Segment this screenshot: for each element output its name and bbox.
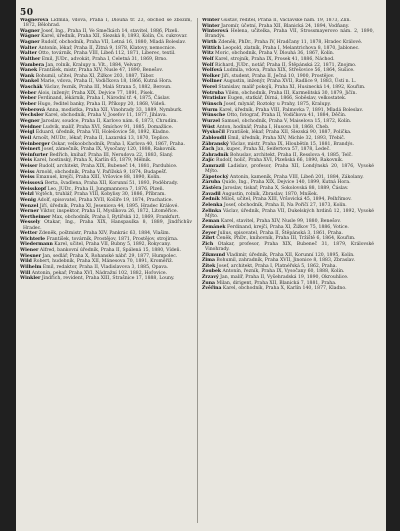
entry-name: Worel — [202, 85, 217, 91]
entry-text: Jiří, úředník, Praha XI, Jeseniova 44, 1895, Hradec Králové. — [39, 203, 179, 209]
entry-text: Jaroslav, tiskař, Praha X, Sokolovská 88, 1889, Čáslav. — [222, 186, 349, 192]
entry-text: Čeněk, PhDr., knihovník, Praha III, Tržiště 6, 1864, Kouřim. — [216, 236, 356, 242]
entry-name: Weinberger — [20, 141, 50, 147]
entry-name: Zajíc — [202, 158, 215, 164]
entry-name: Wolf — [202, 62, 214, 68]
entry-text: Bohumil, učitel, Praha XI, Žižkov 203, 1887, Tábor. — [35, 73, 155, 79]
directory-entry — [20, 220, 192, 230]
entry-text: Antonín, řezník, Praha IX, Vysočany 60, 1888, Kolín. — [222, 269, 345, 275]
directory-entry — [20, 187, 192, 192]
entry-text: Emil, JUDr., advokát, Praha I, Celetná 31, 1869, Brno. — [41, 56, 168, 62]
entry-text: Stanislav, malíř pokojů, Praha XI, Husinecká 14, 1892, Kouřim. — [218, 85, 366, 91]
directory-entry — [202, 79, 374, 84]
entry-text: Arnošt, MUDr., lékař, Praha II, Lazarská 13, 1870, Teplice. — [32, 135, 170, 141]
entry-name: Wolf — [202, 56, 214, 62]
directory-entry — [20, 113, 192, 118]
entry-name: Wittich — [202, 45, 221, 51]
directory-entry — [20, 259, 192, 264]
entry-text: Rudolf, architekt, Praha XIX, Bubeneč 14, 1881, Pardubice. — [38, 164, 178, 170]
entry-text: Emanuel, krejčí, Praha XIII, Vršovice 88, 1890, Kolín. — [36, 175, 161, 181]
entry-name: Zemánek — [202, 224, 226, 230]
directory-entry — [20, 142, 192, 147]
directory-entry — [20, 204, 192, 209]
entry-name: Wilhelm — [20, 265, 42, 270]
entry-name: Wessely — [20, 220, 41, 226]
directory-entry — [20, 119, 192, 124]
entry-text: Karel, stavitel, Praha XIV, Nusle 99, 1880, Benešov. — [220, 219, 341, 225]
entry-text: Antonín, lékař, Praha II, Žitná 9, 1878, Klatovy, nemocnice. — [38, 45, 177, 51]
entry-text: Otto, fotograf, Praha II, Vodičkova 41, 1884, Děčín. — [226, 113, 347, 119]
entry-name: Zábranský — [202, 141, 229, 147]
entry-name: Wyskočil — [202, 130, 225, 136]
directory-entry — [20, 254, 192, 259]
directory-entry — [202, 142, 374, 147]
entry-name: Zástěra — [202, 186, 222, 192]
directory-entry — [20, 34, 192, 39]
directory-entry — [202, 119, 374, 124]
directory-entry — [20, 40, 192, 45]
entry-name: Winter — [202, 18, 220, 23]
entry-text: Lidmila, vdova, Praha I, Dlouhá tř. 23, obchod se zbožím, 1872, Bělohrad. — [23, 18, 192, 29]
directory-entry — [20, 265, 192, 270]
entry-name: Wetter — [20, 231, 38, 237]
entry-text: Adolf, spisovatel, Praha XVII, Košíře 19, 1874, Prachatice. — [37, 197, 173, 203]
entry-name: Weiss — [20, 169, 35, 175]
directory-entry — [20, 231, 192, 236]
entry-text: Oskar, velkoobchodník, Praha I, Karlova 40, 1867, Praha. — [51, 141, 185, 147]
entry-text: Robert, hudebník, Praha XII, Mánesova 70, 1891, Kroměříž. — [33, 259, 174, 265]
directory-entry — [202, 242, 374, 252]
entry-text: Eugen, statkář, Dírná, 1866, Soběslav, velkostatek. — [227, 96, 347, 102]
entry-text: Karel, učitel, Praha VII, Bubny 5, 1892, Rokycany. — [54, 242, 171, 248]
entry-name: Wiener — [20, 248, 39, 254]
scan-border-left — [0, 0, 16, 531]
entry-name: Weiss — [20, 175, 35, 181]
directory-entry — [202, 51, 374, 56]
directory-entry — [20, 198, 192, 203]
page-number: 50 — [20, 8, 34, 18]
right-column — [202, 18, 374, 523]
entry-text: Anton, hodinář, Praha I, Husova 18, 1868, Cheb. — [216, 124, 330, 130]
entry-name: Zahradník — [202, 152, 229, 158]
entry-name: Wambera — [20, 62, 45, 68]
directory-entry — [202, 130, 374, 135]
entry-text: Jan, malíř, Praha II, Vyšehradská 19, 1890, Okrouhlice. — [220, 275, 349, 281]
entry-name: Wild — [20, 259, 32, 265]
directory-entry — [202, 57, 374, 62]
directory-entry — [20, 51, 192, 56]
directory-entry — [202, 136, 374, 141]
entry-name: Zach — [202, 147, 215, 153]
directory-entry — [20, 136, 192, 141]
entry-text: Josef, architekt, Praha I, Platnéřská 5, 1862, Praha. — [216, 263, 337, 269]
entry-name: Wratislav — [202, 96, 227, 102]
entry-text: Anna, modistka, Praha XII, Vinohrady 33, 1889, Nymburk. — [46, 107, 183, 113]
entry-name: Wertheimer — [20, 214, 51, 220]
directory-entry — [202, 113, 374, 118]
entry-text: Ferdinand, lékárník, Praha I, Národní tř. 4, 1875, Čáslav. — [37, 96, 171, 102]
directory-entry — [202, 68, 374, 73]
entry-name: Wenzel — [20, 203, 39, 209]
directory-entry — [20, 68, 192, 73]
entry-name: Weber — [20, 96, 37, 102]
entry-text: Bohuslav, architekt, Praha II, Resslova 4, 1885, Telč. — [230, 152, 353, 158]
entry-name: Wiedermann — [20, 242, 53, 248]
entry-text: Ludvík, malíř, Praha XVI, Smíchov 91, 1885, Domažlice. — [42, 124, 174, 130]
directory-entry — [202, 63, 374, 68]
entry-name: Wagnerová — [20, 18, 49, 23]
entry-name: Zelinka — [202, 208, 222, 214]
entry-text: Václav, řezník, Praha III, Malá Strana 5, 1882, Beroun. — [44, 85, 172, 91]
column-divider — [197, 18, 198, 523]
directory-entry — [20, 276, 192, 281]
entry-text: Vilém, obchodník, Praha III, Karmelitská 30, 1879, Jičín. — [225, 90, 357, 96]
entry-name: Wankel — [20, 79, 39, 85]
entry-text: Eduard, úředník, Praha VII, Holešovice 58, 1892, Kladno. — [35, 130, 170, 136]
entry-text: Antonín, kameník, Praha VIII, Libeň 201, 1884, Zákolany. — [229, 174, 364, 180]
entry-text: Leo, JUDr., Praha II, Jungmannova 7, 1876, Plzeň. — [47, 186, 165, 192]
entry-name: Zelenka — [202, 202, 223, 208]
entry-name: Wüst — [202, 124, 216, 130]
directory-entry — [202, 258, 374, 263]
entry-text: Josef, zámečník, Praha IX, Vysočany 120, 1888, Rakovník. — [41, 147, 177, 153]
directory-entry — [20, 209, 192, 214]
directory-entry — [202, 102, 374, 107]
entry-name: Wollner — [202, 79, 223, 85]
entry-name: Weinfurter — [20, 152, 48, 158]
entry-name: Weinert — [20, 147, 41, 153]
entry-text: Augustin, rolník, Zbraslav, 1870, Mníšek. — [222, 191, 319, 197]
entry-text: Vojtěch, truhlář, Praha VIII, Kobylisy 30, 1886, Příbram. — [35, 192, 166, 198]
entry-name: Wiesner — [20, 253, 42, 259]
directory-entry — [20, 85, 192, 90]
entry-text: Bedřich, knihař, Praha III, Nerudova 22, 1883, Slaný. — [49, 152, 174, 158]
entry-name: Wanek — [20, 68, 38, 74]
entry-name: Weidner — [20, 124, 42, 130]
entry-name: Wünsche — [202, 113, 226, 119]
entry-name: Zima — [202, 258, 215, 264]
entry-name: Zeyer — [202, 230, 217, 236]
entry-text: Ladislav, profesor, Praha XII, Londýnská 20, 1876, Vysoké Mýto. — [205, 164, 374, 175]
entry-text: Milan, dirigent, Praha XII, Blanická 7, 1881, Praha. — [216, 280, 337, 286]
entry-text: Leopold, zlatník, Praha I, Melantrichova 8, 1870, Jablonec. — [222, 45, 360, 51]
directory-entry — [202, 18, 374, 23]
directory-entry — [202, 46, 374, 51]
directory-entry — [20, 248, 192, 253]
entry-name: Walther — [20, 56, 41, 62]
entry-text: Otto, továrník, Praha VIII, Libeň 112, 1871, Liberec, textil. — [38, 51, 176, 57]
directory-entry — [202, 40, 374, 45]
directory-entry — [202, 108, 374, 113]
entry-name: Werner — [20, 209, 39, 215]
entry-text: Jan, rolník, Kralupy n. Vlt., 1884, Velvary. — [45, 62, 142, 68]
entry-text: Zdeněk, poštmistr, Praha XIV, Pankrác 63, 1884, Vlašim. — [38, 231, 171, 237]
entry-name: Wenig — [20, 197, 37, 203]
entry-text: Jiří, student, Praha II, Ječná 10, 1900, Prostějov. — [221, 73, 335, 79]
directory-entry — [202, 286, 374, 291]
directory-entry — [20, 102, 192, 107]
entry-text: Moric, obchodník, Praha V, Dlouhá 36, 1867, Kolín. — [215, 51, 335, 57]
entry-name: Záruba — [202, 180, 221, 186]
entry-text: Berta, švadlena, Praha XII, Korunní 51, 1893, Poděbrady. — [44, 180, 179, 186]
entry-text: Richard, JUDr., notář, Praha II, Štěpánská 22, 1871, Znojmo. — [215, 62, 357, 68]
directory-entry — [202, 219, 374, 224]
entry-name: Zich — [202, 241, 214, 247]
directory-entry — [202, 203, 374, 208]
directory-entry — [20, 125, 192, 130]
entry-text: Josef, Ing., Praha II, Ve Smečkách 14, stavitel, 1886, Plzeň. — [41, 28, 179, 34]
entry-name: Wotruba — [202, 90, 224, 96]
directory-entry — [20, 63, 192, 68]
entry-name: Winter — [202, 23, 220, 29]
entry-name: Walter — [20, 51, 37, 57]
entry-name: Wegner — [20, 118, 40, 124]
entry-text: Alois, inženýr, Praha XIX, Dejvice 77, 1891, Písek. — [37, 90, 155, 96]
entry-text: Josef, mlynář, Roztoky u Prahy, 1875, Kralupy. — [223, 102, 331, 108]
entry-text: Rudolf, holič, Praha XVI, Plzeňská 66, 1890, Rakovník. — [216, 158, 344, 164]
entry-name: Weber — [20, 102, 37, 108]
directory-entry — [20, 18, 192, 28]
entry-name: Wagner — [20, 39, 40, 45]
directory-entry — [202, 197, 374, 202]
directory-entry — [20, 96, 192, 101]
entry-text: František, mistr, Praha XIV, Nusle 47, 1890, Benešov. — [38, 68, 163, 74]
entry-text: Jan, kupec, Praha XI, Seifertova 57, 1878, Ledeč. — [215, 147, 331, 153]
entry-name: Weigl — [20, 130, 35, 136]
entry-name: Zápotocký — [202, 174, 229, 180]
entry-text: Samuel, obchodník, Praha V, Maiselova 15, 1872, Kolín. — [221, 118, 352, 124]
entry-name: Wolker — [202, 73, 221, 79]
entry-name: Wagner — [20, 28, 40, 34]
entry-text: Gustav, ředitel, Praha II, Václavské nám. 19, 1873, Zlín. — [221, 18, 351, 23]
directory-entry — [202, 180, 374, 185]
entry-name: Wurzel — [202, 118, 221, 124]
entry-text: Augustin, inženýr, Praha XVII, Radlice 9, 1883, Ústí n. L. — [223, 79, 357, 85]
directory-entry — [202, 186, 374, 191]
entry-name: Wágner — [20, 34, 40, 40]
directory-entry — [202, 125, 374, 130]
entry-name: Wurm — [202, 107, 218, 113]
entry-text: Josef, obchodník, Praha II, Na Poříčí 27, 1873, Kolín. — [223, 202, 347, 208]
entry-name: Will — [20, 270, 31, 276]
entry-text: Julius, spisovatel, Praha II, Štěpánská 3, 1861, Praha. — [217, 230, 343, 236]
entry-name: Zedník — [202, 197, 220, 203]
directory-entry — [20, 79, 192, 84]
directory-entry — [20, 164, 192, 169]
entry-text: Emil, úředník, Praha XIV, Michle 32, 1893, Třebíč. — [227, 135, 346, 141]
entry-text: Ferdinand, krejčí, Praha XI, Žižkov 75, 1886, Votice. — [227, 224, 349, 230]
entry-text: Rudolf, obchodník, Praha VII, Letná 16, 1880, Mladá Boleslav. — [41, 39, 186, 45]
entry-text: Marie, vdova, Praha II, Vodičkova 18, 1866, Kutná Hora. — [40, 79, 173, 85]
entry-text: Antonín, pekař, Praha XVI, Nádražní 102, 1882, Hořovice. — [31, 270, 168, 276]
directory-entry — [202, 209, 374, 219]
entry-name: Wünsch — [202, 102, 223, 108]
directory-entry — [20, 175, 192, 180]
directory-entry — [202, 158, 374, 163]
directory-entry — [20, 108, 192, 113]
directory-entry — [202, 147, 374, 152]
entry-name: Zrzavý — [202, 275, 219, 281]
entry-name: Weber — [20, 90, 37, 96]
directory-entry — [202, 253, 374, 258]
entry-text: Miloš, učitel, Praha XIII, Vršovická 45, 1894, Pelhřimov. — [221, 197, 352, 203]
entry-text: Václav, mistr, Praha IX, Hloubětín 15, 1881, Brandýs. — [230, 141, 354, 147]
entry-text: Helena, učitelka, Praha VII, Strossmayerovo nám. 2, 1890, Brandýs. — [205, 29, 374, 40]
directory-entry — [20, 130, 192, 135]
entry-name: Weisskopf — [20, 186, 47, 192]
entry-name: Weissová — [20, 180, 44, 186]
directory-entry — [20, 192, 192, 197]
directory-entry — [202, 192, 374, 197]
entry-name: Weiser — [20, 164, 38, 170]
directory-entry — [202, 96, 374, 101]
entry-text: Jindřich, revident, Praha XIII, Strašnice 17, 1888, Louny. — [41, 276, 175, 282]
directory-entry — [20, 29, 192, 34]
directory-entry — [202, 85, 374, 90]
entry-name: Zavadil — [202, 191, 221, 197]
entry-text: František, lékař, Praha XII, Slezská 90, 1887, Polička. — [226, 130, 352, 136]
entry-text: Karel, hostinský, Praha X, Karlín 65, 1879, Mělník. — [33, 158, 152, 164]
entry-name: Wank — [20, 73, 35, 79]
entry-text: Jaromír, účetní, Praha XII, Blanická 24, 1894, Vodňany. — [221, 23, 350, 29]
entry-text: Ludmila, vdova, Praha XIX, Střešovice 56, 1864, Sušice. — [223, 68, 355, 74]
directory-entry — [20, 158, 192, 163]
entry-name: Zikmund — [202, 252, 226, 258]
entry-text: Otakar, profesor, Praha XIX, Bubeneč 31, 1879, Královské Vinohrady. — [205, 241, 374, 252]
entry-name: Weis — [20, 158, 33, 164]
entry-text: Jan, sedlář, Praha X, Rohanské nábř. 29, 1877, Humpolec. — [42, 253, 178, 259]
directory-entry — [202, 24, 374, 29]
entry-text: Otakar, Ing., Praha XIX, Hanspaulka 8, 1889, Jindřichův Hradec. — [23, 220, 192, 231]
entry-name: Welzl — [20, 192, 34, 198]
entry-text: Max, obchodník, Praha I, Rytířská 12, 1869, Frankfurt. — [51, 214, 181, 220]
entry-name: Zítek — [202, 263, 216, 269]
directory-entry — [202, 225, 374, 230]
directory-entry — [20, 57, 192, 62]
entry-text: Jaroslav, soudce, Praha II, Karlovo nám. 6, 1873, Chrudim. — [41, 118, 178, 124]
entry-name: Zíbrt — [202, 236, 215, 242]
entry-name: Winterová — [202, 29, 229, 35]
entry-text: Zdeněk, PhDr., Praha IV, Hradčany 11, 1878, Hradec Králové. — [218, 39, 363, 45]
entry-text: Quido, Ing., Praha XIX, Dejvice 140, 1899, Kutná Hora. — [221, 180, 351, 186]
directory-entry — [20, 147, 192, 152]
entry-name: Zoubek — [202, 269, 222, 275]
entry-text: Karel, strojník, Praha IX, Prosek 41, 1886, Náchod. — [215, 56, 335, 62]
entry-text: Karel, obchodník, Praha V, Josefov 11, 1877, Jihlava. — [45, 113, 168, 119]
entry-text: Bohumil, zahradník, Praha XVII, Jinonice 8, 1883, Zbraslav. — [216, 258, 355, 264]
entry-name: Weil — [20, 135, 32, 141]
directory-entry — [20, 271, 192, 276]
directory-entry — [20, 170, 192, 175]
directory-entry — [20, 46, 192, 51]
entry-name: Zvěřina — [202, 286, 222, 292]
entry-name: Wichterle — [20, 236, 46, 242]
entry-text: František, továrník, Prostějov, 1871, Prostějov, strojírna. — [46, 236, 179, 242]
entry-name: Zabloudil — [202, 135, 227, 141]
directory-entry — [20, 242, 192, 247]
entry-name: Waschák — [20, 85, 43, 91]
entry-text: Karel, obchodník, Praha X, Karlín 140, 1877, Kladno. — [222, 286, 347, 292]
entry-name: Wolfová — [202, 68, 223, 74]
entry-text: Viktor, inspektor, Praha II, Myslíkova 26, 1872, Litoměřice. — [40, 209, 179, 215]
entry-name: Weberová — [20, 107, 45, 113]
entry-name: Walter — [20, 45, 37, 51]
directory-entry — [202, 236, 374, 241]
directory-entry — [202, 231, 374, 236]
entry-text: Vladimír, úředník, Praha XII, Korunní 120, 1895, Kolín. — [226, 252, 355, 258]
entry-text: Arnold, obchodník, Praha V, Pařížská 9, 1874, Budapešť. — [36, 169, 168, 175]
entry-name: Witz — [202, 51, 214, 57]
entry-text: Karel, úředník, Praha XII, Slezská 8, 1893, Kolín, Čs. cukrovar. — [41, 34, 188, 40]
directory-entry — [202, 29, 374, 39]
entry-name: Zeman — [202, 219, 220, 225]
entry-text: Emil, redaktor, Praha II, Vladislavova 3, 1885, Opava. — [42, 265, 169, 270]
entry-name: Zamrazil — [202, 164, 225, 170]
scan-border-right — [386, 0, 400, 531]
directory-entry — [202, 269, 374, 274]
directory-entry — [202, 164, 374, 174]
directory-entry — [20, 181, 192, 186]
entry-name: Wechsler — [20, 113, 44, 119]
entry-name: Zuna — [202, 280, 216, 286]
entry-text: Alfred, bankovní úředník, Praha II, Spálená 15, 1880, Vídeň. — [39, 248, 181, 254]
entry-text: Karel, úředník, Praha VIII, Palmovka 7, 1891, Mladá Boleslav. — [219, 107, 364, 113]
entry-name: Wirth — [202, 39, 217, 45]
directory-entry — [202, 275, 374, 280]
left-column — [20, 18, 192, 523]
entry-name: Winkler — [20, 276, 41, 282]
entry-text: Hugo, ředitel banky, Praha II, Příkopy 20, 1868, Vídeň. — [37, 102, 166, 108]
entry-text: Václav, úředník, Praha VII, Dukelských hrdinů 12, 1892, Vysoké Mýto. — [205, 208, 374, 219]
